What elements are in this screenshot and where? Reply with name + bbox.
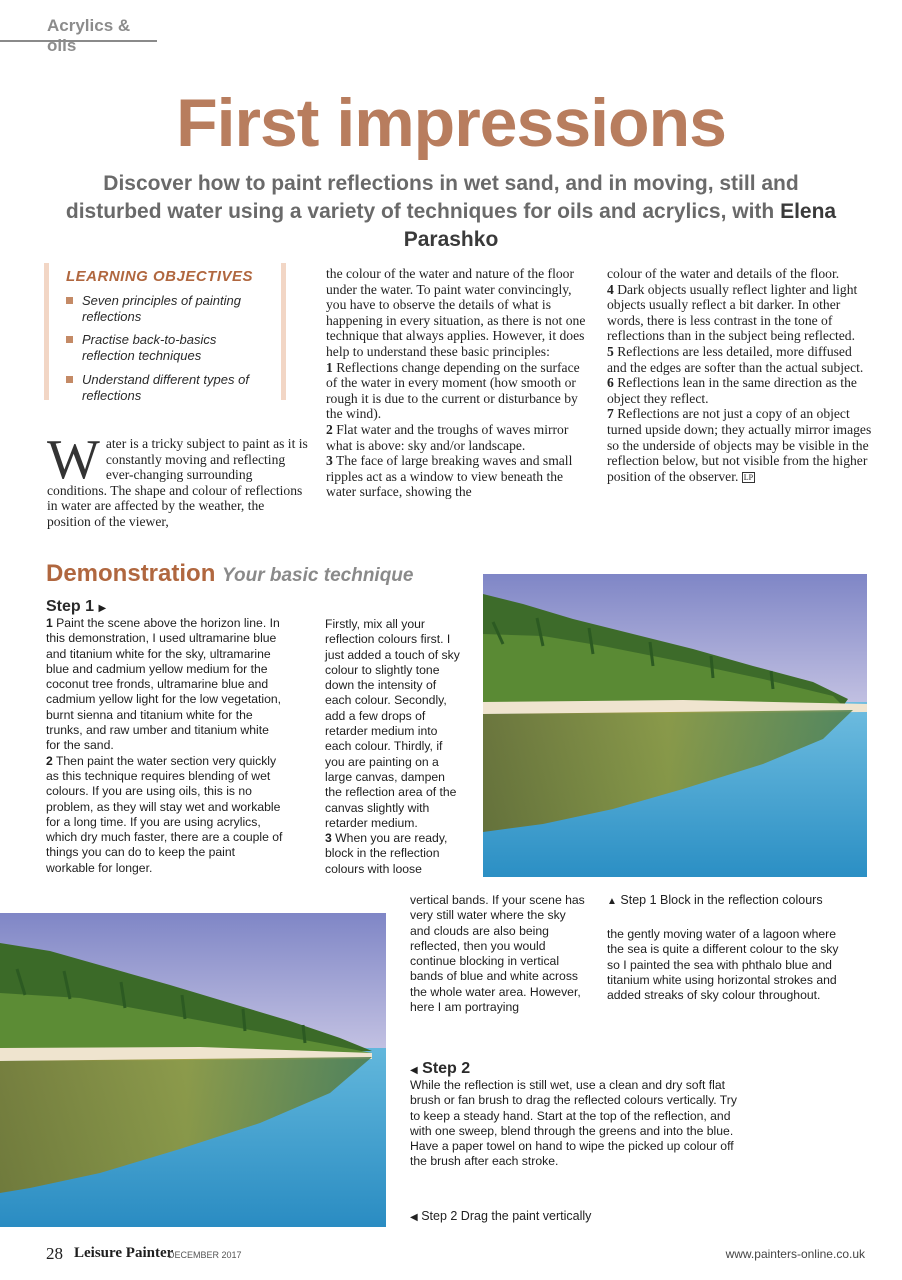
objective-item: Seven principles of painting reflections	[66, 293, 266, 325]
triangle-up-icon: ▲	[607, 896, 617, 907]
intro-paragraph: the colour of the water and nature of the floor under the water. To paint water convincingly, you have to observe the details of what is happening in every situation, as there is not one technique that always applies. However, it does help to understand these basic principles:	[326, 266, 586, 359]
triangle-right-icon: ▶	[98, 603, 107, 614]
lagoon-painting-image	[0, 913, 386, 1227]
step2-painting	[0, 913, 386, 1227]
intro-column-2	[326, 266, 588, 500]
issue-date: DECEMBER 2017	[168, 1250, 242, 1260]
section-label: Acrylics & oils	[47, 16, 131, 55]
step2-caption: ◀ Step 2 Drag the paint vertically	[410, 1209, 592, 1223]
step1-paragraph: vertical bands. If your scene has very still water where the sky and clouds are also being reflected, then you would continue blocking in vertical bands of blue and white across the whole water area. However, here I am portraying	[410, 893, 585, 1015]
principle-1: 1 Reflections change depending on the surface of the water in every moment (how smooth or rough it is due to the current or disturbance by the wind).	[326, 359, 580, 422]
principle-2: 2 Flat water and the troughs of waves mirror what is above: sky and/or landscape.	[326, 421, 569, 453]
article-title: First impressions	[176, 85, 726, 161]
step1-paragraph: 1 Paint the scene above the horizon line. In this demonstration, I used ultramarine blue and titanium white for the sky, ultramarine blue and cadmium yellow medium for the coconut tree fronds, ultramarine blue and cadmium yellow light for the low vegetation, burnt sienna and titanium white for the trunks, and raw umber and titanium white for the sand.	[46, 616, 282, 753]
subtitle-text: Discover how to paint reflections in wet sand, and in moving, still and disturbed water using a variety of techniques for oils and acrylics, with	[65, 172, 799, 223]
step1-column-1	[46, 616, 286, 876]
demonstration-heading: Demonstration Your basic technique	[46, 560, 414, 587]
step1-painting	[483, 574, 867, 877]
learning-objectives-title: LEARNING OBJECTIVES	[66, 268, 254, 285]
intro-column-1	[47, 429, 309, 530]
intro-column-3	[607, 266, 872, 484]
article-subtitle	[60, 170, 842, 254]
page-number: 28	[46, 1244, 63, 1263]
step1-column-4	[607, 927, 839, 1003]
section-tab	[0, 10, 157, 55]
magazine-logo: Leisure Painter	[74, 1245, 174, 1261]
intro-paragraph: colour of the water and details of the floor.	[607, 266, 840, 281]
principle-5: 5 Reflections are less detailed, more diffused and the edges are softer than the actual subject.	[607, 343, 864, 375]
intro-text: ater is a tricky subject to paint as it is constantly moving and reflecting ever-changing surrounding conditions. The shape and colour of reflections in water are affected by the weather, the position of the viewer,	[47, 436, 308, 529]
step1-paragraph: the gently moving water of a lagoon where the sea is quite a different colour to the sky so I painted the sea with phthalo blue and titanium white using horizontal strokes and added streaks of sky colour throughout.	[607, 927, 839, 1003]
website-link[interactable]: www.painters-online.co.uk	[725, 1247, 865, 1261]
principle-4: 4 Dark objects usually reflect lighter and light objects usually reflect a bit darker. In other words, there is less contrast in the tone of reflections than in the subject being reflected.	[607, 281, 858, 344]
lagoon-painting-image	[483, 574, 867, 877]
step1-heading: Step 1 ▶	[46, 598, 107, 615]
triangle-left-icon: ◀	[410, 1212, 418, 1223]
triangle-left-icon: ◀	[410, 1065, 418, 1076]
bullet-square-icon	[66, 297, 73, 304]
step1-paragraph: Firstly, mix all your reflection colours first. I just added a touch of sky colour to slightly tone down the intensity of each colour. Secondly, add a few drops of retarder medium into each colour. Thirdly, if you are painting on a large canvas, dampen the reflection area of the canvas slightly with retarder medium.	[325, 617, 460, 830]
objective-item: Understand different types of reflections	[66, 372, 266, 404]
principle-6: 6 Reflections lean in the same direction as the object they reflect.	[607, 375, 857, 406]
drop-cap: W	[47, 429, 100, 491]
bullet-square-icon	[66, 336, 73, 343]
step1-caption: ▲ Step 1 Block in the reflection colours	[607, 893, 823, 907]
step1-paragraph: 3 When you are ready, block in the reflection colours with loose	[325, 831, 448, 876]
principle-7: 7 Reflections are not just a copy of an object turned upside down; they actually mirror images so the underside of objects may be visible in the reflection below, but not visible from the higher position of the observer. LP	[607, 406, 872, 484]
demonstration-subtitle: Your basic technique	[222, 565, 414, 586]
step1-paragraph: 2 Then paint the water section very quickly as this technique requires blending of wet colours. If you are using oils, this is no problem, as they will stay wet and workable for a long time. If you are using acrylics, which dry much faster, there are a couple of things you can do to keep the paint workable for longer.	[46, 753, 283, 875]
step1-column-2	[325, 617, 463, 877]
step2-text	[410, 1078, 750, 1170]
objective-item: Practise back-to-basics reflection techniques	[66, 332, 266, 364]
step2-heading: ◀ Step 2	[410, 1060, 471, 1077]
step2-paragraph: While the reflection is still wet, use a clean and dry soft flat brush or fan brush to drag the reflected colours vertically. Try to keep a steady hand. Start at the top of the reflection, and with one sweep, blend through the greens and into the blue. Have a paper towel on hand to wipe the picked up colour off the brush after each stroke.	[410, 1078, 737, 1169]
end-mark: LP	[743, 472, 754, 482]
step1-column-3	[410, 893, 588, 1015]
author-name: Elena Parashko	[403, 200, 837, 251]
bullet-square-icon	[66, 376, 73, 383]
principle-3: 3 The face of large breaking waves and small ripples act as a window to view beneath the water surface, showing the	[326, 453, 573, 500]
